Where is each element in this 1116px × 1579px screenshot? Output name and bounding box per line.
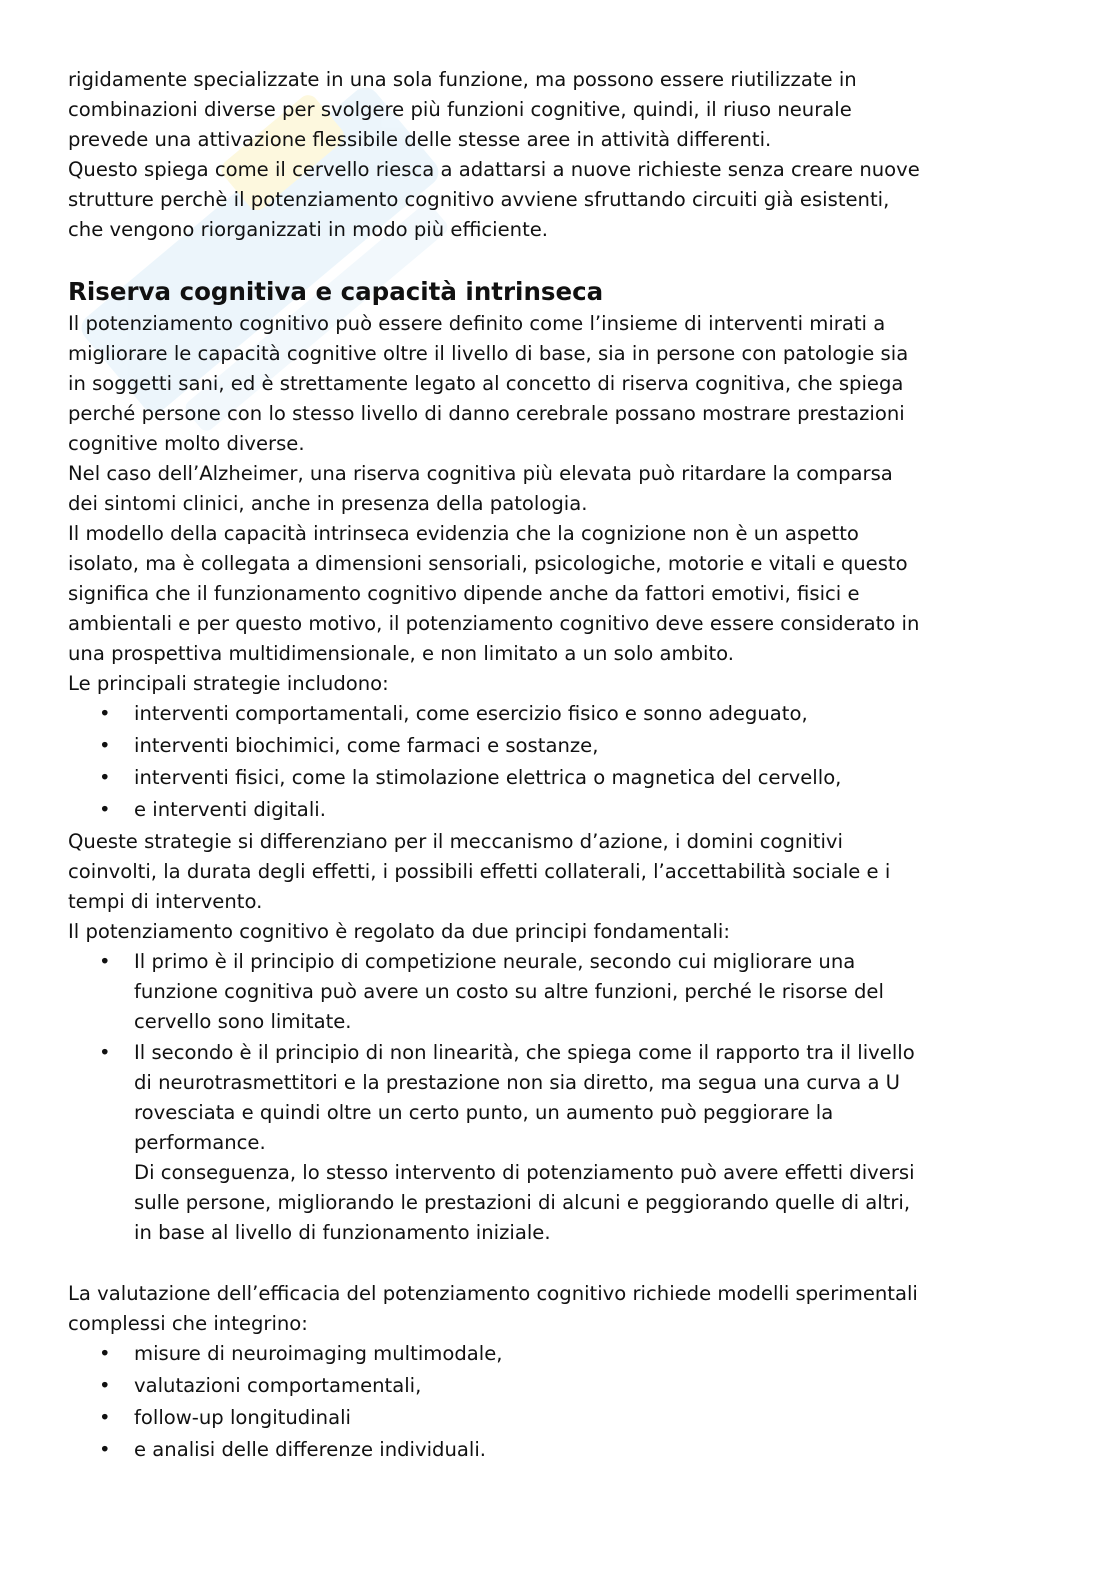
text-line: significa che il funzionamento cognitivo dipende anche da fattori emotivi, fisici e: [68, 582, 860, 605]
paragraph-4: [68, 827, 1068, 947]
text-line: sulle persone, migliorando le prestazioni di alcuni e peggiorando quelle di altri,: [134, 1191, 911, 1214]
text-line: rovesciata e quindi oltre un certo punto, un aumento può peggiorare la: [134, 1101, 834, 1124]
text-line: • interventi biochimici, come farmaci e sostanze,: [134, 734, 599, 757]
text-line: combinazioni diverse per svolgere più funzioni cognitive, quindi, il riuso neurale: [68, 98, 852, 121]
text-line: Nel caso dell’Alzheimer, una riserva cognitiva più elevata può ritardare la comparsa: [68, 462, 893, 485]
text-line: • Il primo è il principio di competizione neurale, secondo cui migliorare una: [134, 950, 856, 973]
text-line: rigidamente specializzate in una sola funzione, ma possono essere riutilizzate in: [68, 68, 857, 91]
paragraph-1: [68, 309, 1068, 459]
text-line: coinvolti, la durata degli effetti, i possibili effetti collaterali, l’accettabilità sociale e i: [68, 860, 891, 883]
text-line: ambientali e per questo motivo, il potenziamento cognitivo deve essere considerato in: [68, 612, 920, 635]
intro-paragraph-1: [68, 65, 1068, 155]
text-line: cervello sono limitate.: [134, 1010, 352, 1033]
text-line: strutture perchè il potenziamento cognitivo avviene sfruttando circuiti già esistenti,: [68, 188, 890, 211]
list-item: [68, 947, 1068, 1037]
text-line: in soggetti sani, ed è strettamente legato al concetto di riserva cognitiva, che spiega: [68, 372, 904, 395]
text-line: prevede una attivazione flessibile delle stesse aree in attività differenti.: [68, 128, 772, 151]
list-item: [68, 731, 1068, 761]
list-item: [68, 1403, 1068, 1433]
text-line: • interventi comportamentali, come esercizio fisico e sonno adeguato,: [134, 702, 808, 725]
text-line: Le principali strategie includono:: [68, 672, 389, 695]
list-item: [68, 1435, 1068, 1465]
text-line: • follow-up longitudinali: [134, 1406, 351, 1429]
text-line: Questo spiega come il cervello riesca a adattarsi a nuove richieste senza creare nuove: [68, 158, 920, 181]
principles-list: [68, 947, 1068, 1248]
evaluation-list: [68, 1339, 1068, 1465]
paragraph-3: [68, 519, 1068, 699]
text-line: • valutazioni comportamentali,: [134, 1374, 422, 1397]
text-line: • misure di neuroimaging multimodale,: [134, 1342, 503, 1365]
text-line: • interventi fisici, come la stimolazione elettrica o magnetica del cervello,: [134, 766, 842, 789]
text-line: dei sintomi clinici, anche in presenza della patologia.: [68, 492, 588, 515]
strategies-list: [68, 699, 1068, 825]
intro-paragraph-2: [68, 155, 1068, 245]
text-line: una prospettiva multidimensionale, e non limitato a un solo ambito.: [68, 642, 735, 665]
list-item: [68, 1371, 1068, 1401]
text-line: cognitive molto diverse.: [68, 432, 305, 455]
text-line: Di conseguenza, lo stesso intervento di potenziamento può avere effetti diversi: [134, 1161, 915, 1184]
text-line: performance.: [134, 1131, 266, 1154]
text-line: Il potenziamento cognitivo è regolato da due principi fondamentali:: [68, 920, 730, 943]
text-line: migliorare le capacità cognitive oltre il livello di base, sia in persone con patologie sia: [68, 342, 909, 365]
text-line: Il modello della capacità intrinseca evidenzia che la cognizione non è un aspetto: [68, 522, 859, 545]
list-item: [68, 795, 1068, 825]
text-line: • e analisi delle differenze individuali.: [134, 1438, 487, 1461]
text-line: • e interventi digitali.: [134, 798, 326, 821]
text-line: La valutazione dell’efficacia del potenziamento cognitivo richiede modelli sperimentali: [68, 1282, 918, 1305]
text-line: che vengono riorganizzati in modo più efficiente.: [68, 218, 549, 241]
blank-line: [68, 1249, 1068, 1279]
text-line: tempi di intervento.: [68, 890, 263, 913]
text-line: funzione cognitiva può avere un costo su altre funzioni, perché le risorse del: [134, 980, 884, 1003]
text-line: isolato, ma è collegata a dimensioni sensoriali, psicologiche, motorie e vitali e questo: [68, 552, 908, 575]
list-item: [68, 699, 1068, 729]
document-page: [68, 65, 1068, 1467]
list-item: [68, 1038, 1068, 1248]
paragraph-5: [68, 1279, 1068, 1339]
text-line: Il potenziamento cognitivo può essere definito come l’insieme di interventi mirati a: [68, 312, 886, 335]
list-item: [68, 763, 1068, 793]
text-line: in base al livello di funzionamento iniziale.: [134, 1221, 551, 1244]
list-item: [68, 1339, 1068, 1369]
text-line: Queste strategie si differenziano per il meccanismo d’azione, i domini cognitivi: [68, 830, 843, 853]
text-line: perché persone con lo stesso livello di danno cerebrale possano mostrare prestazioni: [68, 402, 905, 425]
section-heading: Riserva cognitiva e capacità intrinseca: [68, 277, 604, 306]
paragraph-2: [68, 459, 1068, 519]
text-line: di neurotrasmettitori e la prestazione non sia diretto, ma segua una curva a U: [134, 1071, 901, 1094]
text-line: complessi che integrino:: [68, 1312, 308, 1335]
text-line: • Il secondo è il principio di non linearità, che spiega come il rapporto tra il livello: [134, 1041, 915, 1064]
